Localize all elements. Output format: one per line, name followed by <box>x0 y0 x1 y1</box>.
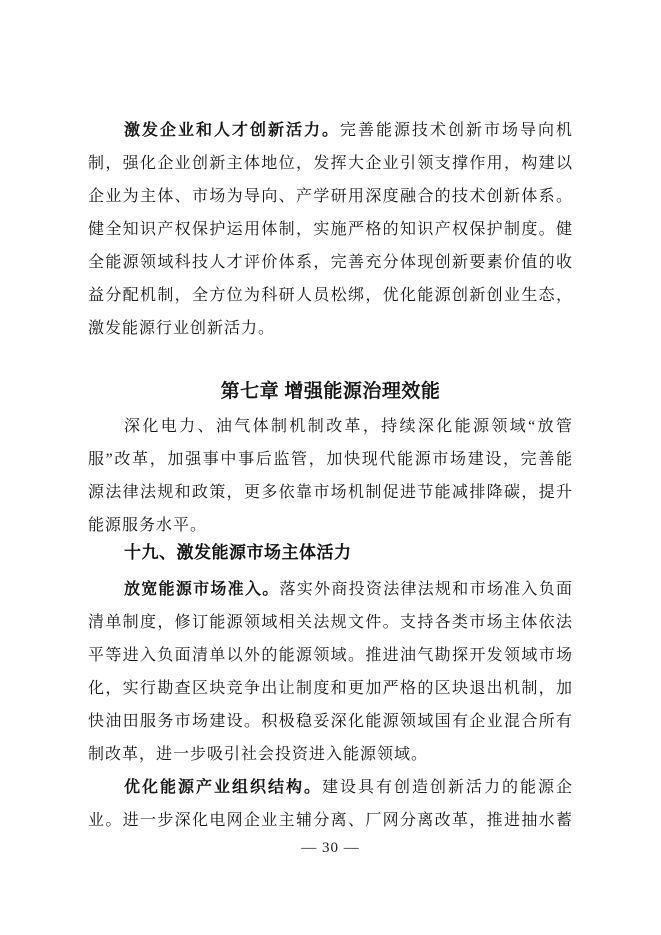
text-line: 平等进入负面清单以外的能源领域。推进油气勘探开发领域市场 <box>88 647 573 664</box>
text-line: 能源服务水平。 <box>88 517 208 534</box>
text-line: 清单制度，修订能源领域相关法规文件。支持各类市场主体依法 <box>88 614 573 631</box>
paragraph-lead-bold: 优化能源产业组织结构。 <box>124 779 322 796</box>
page-number: — 30 — <box>301 840 360 856</box>
paragraph-text: 建设具有创造创新活力的能源企 <box>322 779 573 796</box>
text-line <box>88 573 573 606</box>
text-line: 激发能源行业创新活力。 <box>88 320 276 337</box>
paragraph-text: 落实外商投资法律法规和市场准入负面 <box>279 581 573 598</box>
chapter-heading: 第七章 增强能源治理效能 <box>220 381 441 402</box>
text-line: 制，强化企业创新主体地位，发挥大企业引领支撑作用，构建以 <box>88 155 573 172</box>
text-line <box>88 771 573 804</box>
text-line: 快油田服务市场建设。积极稳妥深化能源领域国有企业混合所有 <box>88 713 573 730</box>
text-line: 健全知识产权保护运用体制，实施严格的知识产权保护制度。健 <box>88 221 573 238</box>
text-line: 企业为主体、市场为导向、产学研用深度融合的技术创新体系。 <box>88 188 573 205</box>
paragraph-industry-structure <box>88 771 573 837</box>
paragraph-lead-bold: 放宽能源市场准入。 <box>124 581 280 598</box>
text-line: 服”改革，加强事中事后监管，加快现代能源市场建设，完善能 <box>88 451 573 468</box>
text-line: 化，实行勘查区块竞争出让制度和更加严格的区块退出机制，加 <box>88 680 573 697</box>
paragraph-market-access <box>88 573 573 771</box>
text-line: 制改革，进一步吸引社会投资进入能源领域。 <box>88 746 429 763</box>
section-heading: 十九、激发能源市场主体活力 <box>124 543 352 562</box>
text-line: 深化电力、油气体制机制改革，持续深化能源领域“放管 <box>124 418 573 435</box>
paragraph-enterprise-talent-innovation <box>88 114 573 345</box>
text-line: 业。进一步深化电网企业主辅分离、厂网分离改革，推进抽水蓄 <box>88 812 573 829</box>
paragraph-text: 完善能源技术创新市场导向机 <box>340 122 573 139</box>
paragraph-lead-bold: 激发企业和人才创新活力。 <box>124 122 340 139</box>
text-line <box>88 114 573 147</box>
text-line: 全能源领域科技人才评价体系，完善充分体现创新要素价值的收 <box>88 254 573 271</box>
text-line: 源法律法规和政策，更多依靠市场机制促进节能减排降碳，提升 <box>88 484 573 501</box>
text-line: 益分配机制，全方位为科研人员松绑，优化能源创新创业生态， <box>88 287 573 304</box>
paragraph-chapter-intro <box>88 410 573 542</box>
